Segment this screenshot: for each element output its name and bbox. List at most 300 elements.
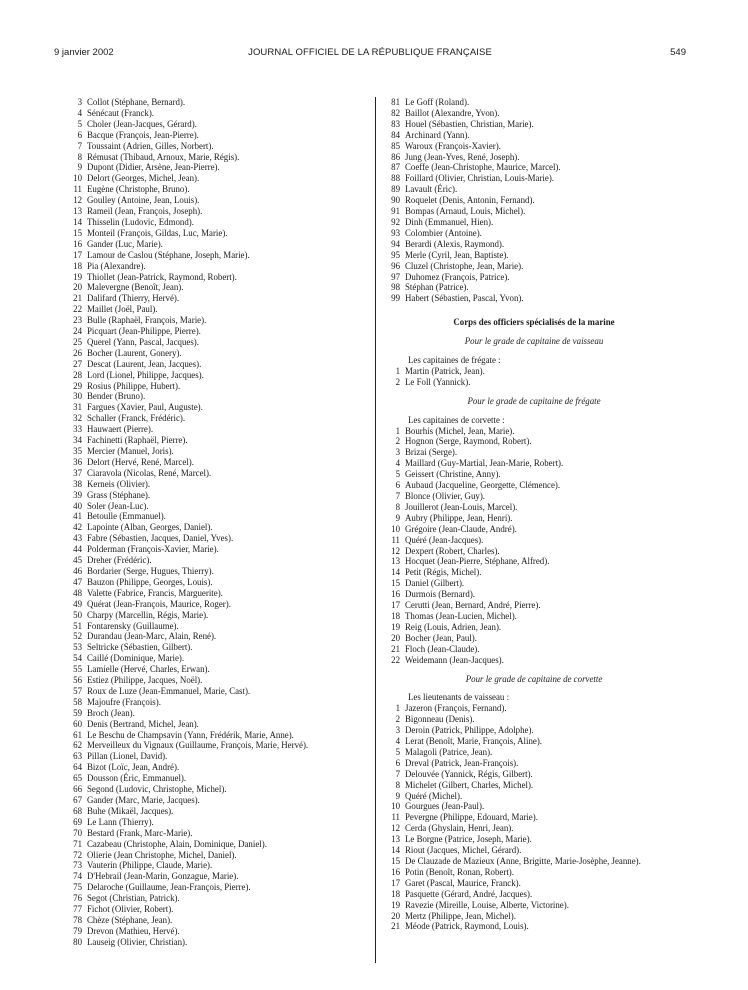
item-number: 66 [73,784,82,795]
item-number: 4 [77,107,82,118]
item-name: Descat (Laurent, Jean, Jacques). [87,358,202,369]
item-name: Méode (Patrick, Raymond, Louis). [405,921,529,932]
item-number: 21 [391,921,400,932]
item-name: Dexpert (Robert, Charles). [405,545,500,556]
item-number: 6 [395,757,400,768]
list-item [60,533,366,544]
item-number: 18 [73,260,82,271]
item-number: 57 [73,685,82,696]
item-number: 83 [391,118,400,129]
item-number: 46 [73,565,82,576]
item-number: 49 [73,598,82,609]
item-name: Merle (Cyril, Jean, Baptiste). [405,249,509,260]
item-number: 53 [73,642,82,653]
list-item [60,206,366,217]
item-number: 37 [73,467,82,478]
list-item [378,589,690,600]
item-name: Durandau (Jean-Marc, Alain, René). [87,631,217,642]
item-name: Potin (Benoît, Ronan, Robert). [405,866,514,877]
item-number: 50 [73,609,82,620]
item-name: Petit (Régis, Michel). [405,567,482,578]
item-name: Pevergne (Philippe, Edouard, Marie). [405,812,538,823]
list-item [378,769,690,780]
item-number: 38 [73,478,82,489]
item-name: Daniel (Gilbert). [405,578,465,589]
item-name: Dousson (Éric, Emmanuel). [87,773,187,784]
item-number: 58 [73,696,82,707]
item-name: Valette (Fabrice, Francis, Marguerite). [87,587,223,598]
item-name: Houel (Sébastien, Christian, Marie). [405,118,534,129]
list-item [378,293,690,304]
item-number: 40 [73,500,82,511]
list-item [60,162,366,173]
item-number: 91 [391,206,400,217]
item-number: 41 [73,511,82,522]
item-name: D'Hebrail (Jean-Marin, Gonzague, Marie). [87,871,239,882]
item-number: 17 [391,600,400,611]
item-name: Jung (Jean-Yves, René, Joseph). [405,151,520,162]
item-name: Brizai (Serge). [405,447,458,458]
item-name: Polderman (François-Xavier, Marie). [87,544,219,555]
item-number: 19 [391,621,400,632]
list-item [60,915,366,926]
list-item [60,195,366,206]
item-name: Aubry (Philippe, Jean, Henri). [405,512,513,523]
item-name: Cluzel (Christophe, Jean, Marie). [405,260,524,271]
item-name: Seltricke (Sébastien, Gilbert). [87,642,193,653]
item-name: Cerda (Ghyslain, Henri, Jean). [405,823,514,834]
list-item [60,119,366,130]
item-name: Le Lann (Thierry). [87,816,154,827]
item-number: 8 [395,501,400,512]
item-number: 6 [77,129,82,140]
item-name: Kerneis (Olivier). [87,478,151,489]
list-item [60,860,366,871]
list-item [60,708,366,719]
item-name: Delaroche (Guillaume, Jean-François, Pierre). [87,882,251,893]
list-item [378,556,690,567]
list-fregate [378,426,690,666]
list-item [60,577,366,588]
list-item [378,747,690,758]
list-item [60,293,366,304]
list-item [60,621,366,632]
item-name: Choler (Jean-Jacques, Gérard). [87,118,197,129]
list-item [378,436,690,447]
item-name: Picquart (Jean-Philippe, Pierre). [87,326,201,337]
list-item [378,900,690,911]
item-name: Cazabeau (Christophe, Alain, Dominique, Daniel). [87,838,267,849]
item-number: 12 [391,823,400,834]
item-name: Thisselin (Ludovic, Edmond). [87,216,194,227]
item-name: Jazeron (François, Fernand). [405,703,507,714]
item-name: Le Foll (Yannick). [405,376,471,387]
item-number: 52 [73,631,82,642]
item-number: 82 [391,107,400,118]
item-name: Goulley (Antoine, Jean, Louis). [87,195,200,206]
item-name: Fachinetti (Raphaël, Pierre). [87,435,188,446]
item-name: Rameil (Jean, François, Joseph). [87,206,203,217]
list-item [60,359,366,370]
list-item [60,730,366,741]
list-item [60,653,366,664]
item-number: 68 [73,805,82,816]
item-name: Maillet (Joël, Paul). [87,304,158,315]
list-item [60,675,366,686]
item-number: 13 [391,556,400,567]
item-number: 33 [73,424,82,435]
item-number: 16 [391,589,400,600]
list-item [60,937,366,948]
item-name: Gander (Luc, Marie). [87,238,163,249]
item-name: Lamielle (Hervé, Charles, Erwan). [87,664,210,675]
list-item [378,426,690,437]
list-item [378,108,690,119]
grade-intro-corvette: Les lieutenants de vaisseau : [408,692,510,703]
item-name: Caillé (Dominique, Marie). [87,653,185,664]
list-item [378,633,690,644]
list-item [60,882,366,893]
item-name: Charpy (Marcellin, Régis, Marie). [87,609,209,620]
grade-intro-fregate: Les capitaines de corvette : [408,414,505,425]
item-name: Bordarier (Serge, Hugues, Thierry). [87,565,214,576]
item-number: 15 [391,578,400,589]
item-name: Pillan (Lionel, David). [87,751,168,762]
list-item [60,751,366,762]
item-number: 6 [395,480,400,491]
item-name: Delort (Hervé, René, Marcel). [87,456,194,467]
item-number: 10 [73,173,82,184]
item-number: 23 [73,315,82,326]
item-number: 28 [73,369,82,380]
list-item [60,871,366,882]
item-name: Dalifard (Thierry, Hervé). [87,293,180,304]
list-item [60,108,366,119]
item-name: Aubaud (Jacqueline, Georgette, Clémence). [405,480,561,491]
list-item [378,845,690,856]
item-name: Foillard (Olivier, Christian, Louis-Marie). [405,173,555,184]
item-name: Monteil (François, Gildas, Luc, Marie). [87,227,228,238]
item-name: Bocher (Jean, Paul). [405,632,477,643]
item-number: 9 [395,790,400,801]
item-name: Segot (Christian, Patrick). [87,893,180,904]
list-item [378,911,690,922]
item-name: Malevergne (Benoît, Jean). [87,282,184,293]
list-item [378,162,690,173]
item-name: Habert (Sébastien, Pascal, Yvon). [405,293,524,304]
list-item [378,513,690,524]
item-number: 31 [73,402,82,413]
item-name: Toussaint (Adrien, Gilles, Norbert). [87,140,214,151]
item-name: Chèze (Stéphane, Jean). [87,914,173,925]
list-item [378,184,690,195]
list-item [60,850,366,861]
item-name: Dreher (Frédéric). [87,555,152,566]
item-number: 2 [395,436,400,447]
item-number: 64 [73,762,82,773]
item-name: Lord (Lionel, Philippe, Jacques). [87,369,204,380]
item-name: Duhomez (François, Patrice). [405,271,510,282]
item-name: Colombier (Antoine). [405,227,482,238]
header-date: 9 janvier 2002 [54,47,114,58]
item-name: Delort (Georges, Michel, Jean). [87,173,200,184]
item-number: 99 [391,293,400,304]
list-item [60,250,366,261]
item-name: Bacque (François, Jean-Pierre). [87,129,199,140]
item-number: 10 [391,523,400,534]
list-item [378,644,690,655]
item-name: Pia (Alexandre). [87,260,146,271]
item-name: Fichot (Olivier, Robert). [87,904,174,915]
item-name: Berardi (Alexis, Raymond). [405,238,505,249]
item-name: Le Borgne (Patrice, Joseph, Marie). [405,834,532,845]
list-item [60,642,366,653]
item-name: Bender (Bruno). [87,391,146,402]
item-name: Bocher (Laurent, Gonery). [87,347,182,358]
item-number: 19 [73,271,82,282]
item-name: Quéré (Jean-Jacques). [405,534,484,545]
item-name: Pasquette (Gérard, André, Jacques). [405,888,533,899]
item-number: 20 [73,282,82,293]
item-name: Lauseig (Olivier, Christian). [87,936,188,947]
item-number: 26 [73,347,82,358]
list-item [60,511,366,522]
list-item [60,446,366,457]
list-item [60,228,366,239]
list-item [60,413,366,424]
item-name: Mertz (Philippe, Jean, Michel). [405,910,516,921]
list-item [60,501,366,512]
item-number: 11 [73,184,82,195]
list-item [60,686,366,697]
left-column [60,97,366,948]
item-number: 18 [391,888,400,899]
grade-heading-fregate: Pour le grade de capitaine de frégate [467,395,601,406]
list-item [378,239,690,250]
item-number: 30 [73,391,82,402]
item-number: 15 [73,227,82,238]
item-name: Archinard (Yann). [405,129,470,140]
list-item [378,867,690,878]
list-item [60,141,366,152]
item-name: Rémusat (Thibaud, Arnoux, Marie, Régis). [87,151,240,162]
item-name: Ravezie (Mireille, Louise, Alberte, Victorine). [405,899,569,910]
list-item [60,217,366,228]
item-number: 47 [73,576,82,587]
item-number: 96 [391,260,400,271]
list-item [60,817,366,828]
list-item [378,195,690,206]
grade-heading-vaisseau: Pour le grade de capitaine de vaisseau [464,336,604,347]
list-item [60,610,366,621]
list-item [60,555,366,566]
list-item [60,184,366,195]
item-number: 21 [73,293,82,304]
list-item [378,812,690,823]
item-number: 55 [73,664,82,675]
item-number: 79 [73,925,82,936]
list-item [60,282,366,293]
item-name: Sénécaut (Franck). [87,107,155,118]
right-top-list [378,97,690,304]
item-number: 13 [73,206,82,217]
item-name: Blonce (Olivier, Guy). [405,491,485,501]
item-number: 62 [73,740,82,751]
list-item [60,435,366,446]
list-item [378,834,690,845]
item-name: Weidemann (Jean-Jacques). [405,654,504,665]
item-name: Grass (Stéphane). [87,489,151,500]
item-number: 51 [73,620,82,631]
item-name: De Clauzade de Mazieux (Anne, Brigitte, Marie-Josèphe, Jeanne). [405,856,641,866]
item-number: 20 [391,910,400,921]
item-number: 9 [395,512,400,523]
item-name: Soler (Jean-Luc). [87,500,149,511]
item-number: 97 [391,271,400,282]
item-number: 21 [391,643,400,654]
item-number: 22 [391,654,400,665]
list-item [60,719,366,730]
list-item [378,736,690,747]
list-item [378,469,690,480]
item-number: 1 [395,703,400,714]
item-name: Maillard (Guy-Martial, Jean-Marie, Robert). [405,458,564,469]
list-item [378,250,690,261]
list-item [378,377,690,388]
list-item [378,217,690,228]
list-item [60,391,366,402]
item-name: Jouillerot (Jean-Louis, Marcel). [405,501,518,512]
list-item [378,655,690,666]
item-name: Vauterin (Philippe, Claude, Marie). [87,860,213,871]
list-item [378,889,690,900]
item-number: 84 [391,129,400,140]
item-name: Schaller (Franck, Frédéric). [87,413,186,424]
item-name: Bigonneau (Denis). [405,714,475,725]
item-name: Quérat (Jean-François, Maurice, Roger). [87,598,231,609]
list-item [378,758,690,769]
item-number: 42 [73,522,82,533]
item-number: 9 [77,162,82,173]
item-name: Gourgues (Jean-Paul). [405,801,485,812]
list-item [60,272,366,283]
item-number: 17 [391,877,400,888]
item-number: 71 [73,838,82,849]
list-item [378,480,690,491]
item-number: 3 [77,97,82,107]
item-number: 15 [391,856,400,866]
list-item [60,468,366,479]
list-item [60,97,366,108]
item-number: 76 [73,893,82,904]
item-number: 4 [395,736,400,747]
item-name: Bulle (Raphaël, François, Marie). [87,315,207,326]
item-name: Waroux (François-Xavier). [405,140,501,151]
item-name: Rosius (Philippe, Hubert). [87,380,181,391]
list-item [60,370,366,381]
list-item [378,491,690,502]
item-number: 73 [73,860,82,871]
item-number: 4 [395,458,400,469]
list-item [378,714,690,725]
item-number: 85 [391,140,400,151]
grade-intro-vaisseau: Les capitaines de frégate : [408,355,501,366]
list-item [60,457,366,468]
item-number: 7 [395,768,400,779]
list-item [60,173,366,184]
item-number: 81 [391,97,400,107]
item-name: Fabre (Sébastien, Jacques, Daniel, Yves). [87,533,234,544]
list-item [60,522,366,533]
item-name: Coeffe (Jean-Christophe, Maurice, Marcel). [405,162,561,173]
list-item [60,348,366,359]
item-name: Merveilleux du Vignaux (Guillaume, François, Marie, Hervé). [87,740,309,751]
item-name: Eugène (Christophe, Bruno). [87,184,190,195]
item-name: Denis (Bertrand, Michel, Jean). [87,718,199,729]
list-item [378,921,690,932]
item-name: Cerutti (Jean, Bernard, André, Pierre). [405,600,541,611]
item-name: Baillot (Alexandre, Yvon). [405,107,500,118]
header-journal-title: JOURNAL OFFICIEL DE LA RÉPUBLIQUE FRANÇAISE [248,47,492,58]
list-item [378,725,690,736]
item-number: 1 [395,365,400,376]
item-number: 87 [391,162,400,173]
item-name: Hauwaert (Pierre). [87,424,154,435]
item-name: Thomas (Jean-Lucien, Michel). [405,610,517,621]
item-number: 5 [77,118,82,129]
list-item [60,926,366,937]
item-number: 11 [391,534,400,545]
list-corvette [378,703,690,932]
list-item [60,806,366,817]
item-number: 45 [73,555,82,566]
list-item [378,567,690,578]
item-number: 29 [73,380,82,391]
list-item [60,784,366,795]
item-number: 74 [73,871,82,882]
item-number: 14 [391,845,400,856]
item-number: 39 [73,489,82,500]
item-name: Durmois (Bernard). [405,589,475,600]
item-number: 1 [395,425,400,436]
item-name: Collot (Stéphane, Bernard). [87,97,186,107]
list-item [60,315,366,326]
item-number: 12 [391,545,400,556]
item-number: 5 [395,746,400,757]
list-item [378,524,690,535]
list-item [378,611,690,622]
header-page-number: 549 [670,47,686,58]
list-item [378,152,690,163]
item-name: Bestard (Frank, Marc-Marie). [87,827,193,838]
item-name: Reig (Louis, Adrien, Jean). [405,621,502,632]
item-number: 59 [73,707,82,718]
item-name: Buhe (Mikaël, Jacques). [87,805,174,816]
item-name: Lavault (Éric). [405,184,458,195]
item-number: 25 [73,336,82,347]
item-name: Hognon (Serge, Raymond, Robert). [405,436,532,447]
item-number: 34 [73,435,82,446]
item-number: 72 [73,849,82,860]
item-number: 67 [73,795,82,805]
list-item [60,261,366,272]
item-number: 94 [391,238,400,249]
list-item [60,239,366,250]
item-number: 16 [391,866,400,877]
item-number: 18 [391,610,400,621]
list-item [378,228,690,239]
item-number: 24 [73,326,82,337]
